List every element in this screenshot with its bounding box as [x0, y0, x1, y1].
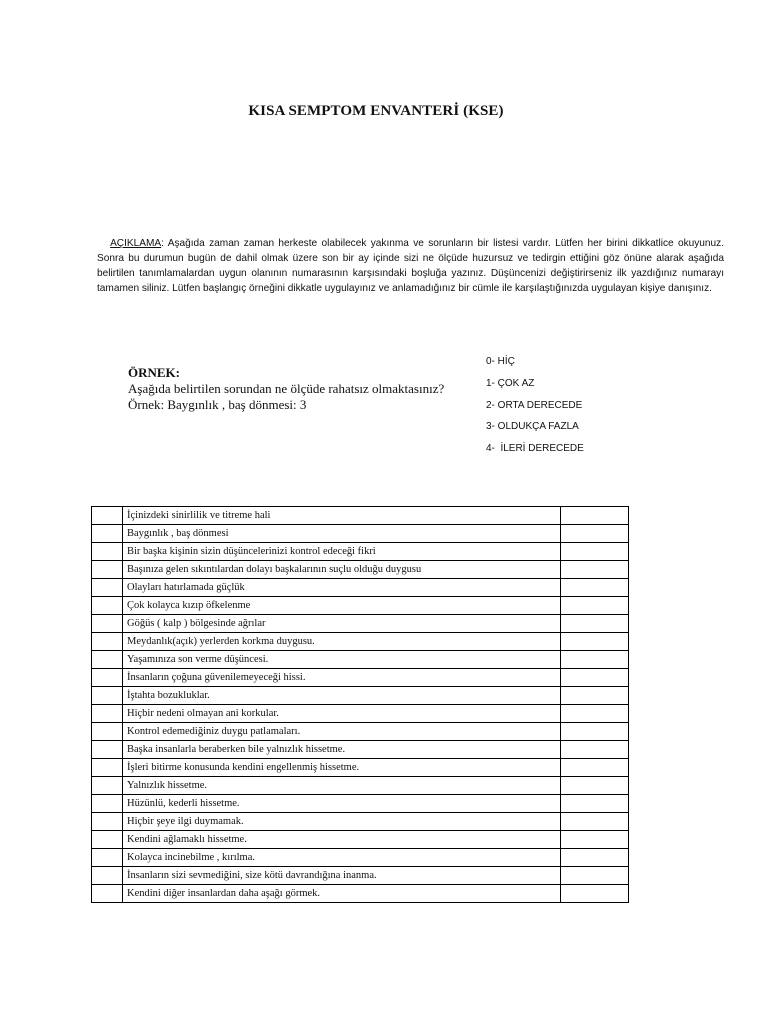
row-number-cell [92, 705, 123, 723]
answer-cell[interactable] [561, 579, 629, 597]
symptom-item: Baygınlık , baş dönmesi [123, 525, 561, 543]
scale-option: 4- İLERİ DERECEDE [486, 443, 584, 455]
scale-option: 3- OLDUKÇA FAZLA [486, 421, 579, 433]
symptom-item: İçinizdeki sinirlilik ve titreme hali [123, 507, 561, 525]
instructions-text: : Aşağıda zaman zaman herkeste olabilecek yakınma ve sorunların bir listesi vardır. Lütfen her birini dikkatlice okuyunuz. Sonra bu durumun bugün de dahil olmak üzere son bir ay içinde sizi ne ölçüde huzursuz ve tedirgin ettiğini göz önüne alarak aşağıda belirtilen tanımlamalardan uygun olanının numarasının karşısındaki boşluğa yazınız. Düşüncenizi değiştirirseniz ilk yazdığınız numarayı tamamen siliniz. Lütfen başlangıç örneğini dikkatle uygulayınız ve anlamadığınız bir cümle ile karşılaştığınızda uygulayan kişiye danışınız. [97, 238, 724, 294]
row-number-cell [92, 723, 123, 741]
row-number-cell [92, 867, 123, 885]
document-title: KISA SEMPTOM ENVANTERİ (KSE) [248, 103, 504, 119]
instructions-paragraph [97, 236, 724, 296]
row-number-cell [92, 543, 123, 561]
answer-cell[interactable] [561, 687, 629, 705]
row-number-cell [92, 597, 123, 615]
example-heading: ÖRNEK: [128, 365, 180, 380]
scale-option: 2- ORTA DERECEDE [486, 399, 583, 411]
row-number-cell [92, 849, 123, 867]
example-block [128, 365, 444, 413]
table-row [92, 507, 629, 525]
row-number-cell [92, 831, 123, 849]
answer-cell[interactable] [561, 777, 629, 795]
row-number-cell [92, 777, 123, 795]
symptom-item: Çok kolayca kızıp öfkelenme [123, 597, 561, 615]
answer-cell[interactable] [561, 615, 629, 633]
table-row [92, 669, 629, 687]
answer-cell[interactable] [561, 759, 629, 777]
answer-cell[interactable] [561, 723, 629, 741]
example-sample: Örnek: Baygınlık , baş dönmesi: 3 [128, 397, 307, 412]
table-row [92, 597, 629, 615]
answer-cell[interactable] [561, 507, 629, 525]
symptom-item: İştahta bozukluklar. [123, 687, 561, 705]
symptom-item: Hiçbir şeye ilgi duymamak. [123, 813, 561, 831]
row-number-cell [92, 615, 123, 633]
table-row [92, 867, 629, 885]
answer-cell[interactable] [561, 831, 629, 849]
answer-cell[interactable] [561, 795, 629, 813]
rating-scale [486, 355, 584, 464]
symptom-item: Olayları hatırlamada güçlük [123, 579, 561, 597]
symptom-item: Başka insanlarla beraberken bile yalnızlık hissetme. [123, 741, 561, 759]
instructions-label: AÇIKLAMA [110, 238, 162, 249]
answer-cell[interactable] [561, 651, 629, 669]
answer-cell[interactable] [561, 597, 629, 615]
row-number-cell [92, 633, 123, 651]
symptom-item: İnsanların sizi sevmediğini, size kötü davrandığına inanma. [123, 867, 561, 885]
table-row [92, 849, 629, 867]
table-row [92, 633, 629, 651]
symptom-item: İnsanların çoğuna güvenilemeyeceği hissi. [123, 669, 561, 687]
table-row [92, 561, 629, 579]
symptom-item: Göğüs ( kalp ) bölgesinde ağrılar [123, 615, 561, 633]
symptom-table [91, 506, 629, 903]
symptom-item: Hüzünlü, kederli hissetme. [123, 795, 561, 813]
row-number-cell [92, 525, 123, 543]
answer-cell[interactable] [561, 813, 629, 831]
example-question: Aşağıda belirtilen sorundan ne ölçüde rahatsız olmaktasınız? [128, 381, 445, 396]
row-number-cell [92, 885, 123, 903]
symptom-item: Kendini diğer insanlardan daha aşağı görmek. [123, 885, 561, 903]
row-number-cell [92, 813, 123, 831]
symptom-item: Meydanlık(açık) yerlerden korkma duygusu. [123, 633, 561, 651]
table-row [92, 813, 629, 831]
symptom-item: Kolayca incinebilme , kırılma. [123, 849, 561, 867]
answer-cell[interactable] [561, 849, 629, 867]
symptom-item: Yalnızlık hissetme. [123, 777, 561, 795]
symptom-item: Kendini ağlamaklı hissetme. [123, 831, 561, 849]
table-row [92, 795, 629, 813]
table-row [92, 777, 629, 795]
answer-cell[interactable] [561, 867, 629, 885]
answer-cell[interactable] [561, 525, 629, 543]
table-row [92, 759, 629, 777]
answer-cell[interactable] [561, 705, 629, 723]
row-number-cell [92, 759, 123, 777]
table-row [92, 543, 629, 561]
row-number-cell [92, 561, 123, 579]
answer-cell[interactable] [561, 741, 629, 759]
table-row [92, 651, 629, 669]
table-row [92, 705, 629, 723]
row-number-cell [92, 651, 123, 669]
row-number-cell [92, 795, 123, 813]
answer-cell[interactable] [561, 633, 629, 651]
table-row [92, 741, 629, 759]
answer-cell[interactable] [561, 669, 629, 687]
answer-cell[interactable] [561, 885, 629, 903]
answer-cell[interactable] [561, 561, 629, 579]
row-number-cell [92, 507, 123, 525]
table-row [92, 831, 629, 849]
row-number-cell [92, 687, 123, 705]
answer-cell[interactable] [561, 543, 629, 561]
symptom-item: Kontrol edemediğiniz duygu patlamaları. [123, 723, 561, 741]
row-number-cell [92, 579, 123, 597]
table-row [92, 579, 629, 597]
table-row [92, 723, 629, 741]
table-row [92, 687, 629, 705]
symptom-item: Hiçbir nedeni olmayan ani korkular. [123, 705, 561, 723]
symptom-item: İşleri bitirme konusunda kendini engellenmiş hissetme. [123, 759, 561, 777]
scale-option: 1- ÇOK AZ [486, 377, 535, 389]
row-number-cell [92, 669, 123, 687]
row-number-cell [92, 741, 123, 759]
table-row [92, 615, 629, 633]
table-row [92, 885, 629, 903]
scale-option: 0- HİÇ [486, 356, 515, 367]
table-row [92, 525, 629, 543]
symptom-item: Başınıza gelen sıkıntılardan dolayı başkalarının suçlu olduğu duygusu [123, 561, 561, 579]
symptom-item: Bir başka kişinin sizin düşüncelerinizi kontrol edeceği fikri [123, 543, 561, 561]
symptom-item: Yaşamınıza son verme düşüncesi. [123, 651, 561, 669]
